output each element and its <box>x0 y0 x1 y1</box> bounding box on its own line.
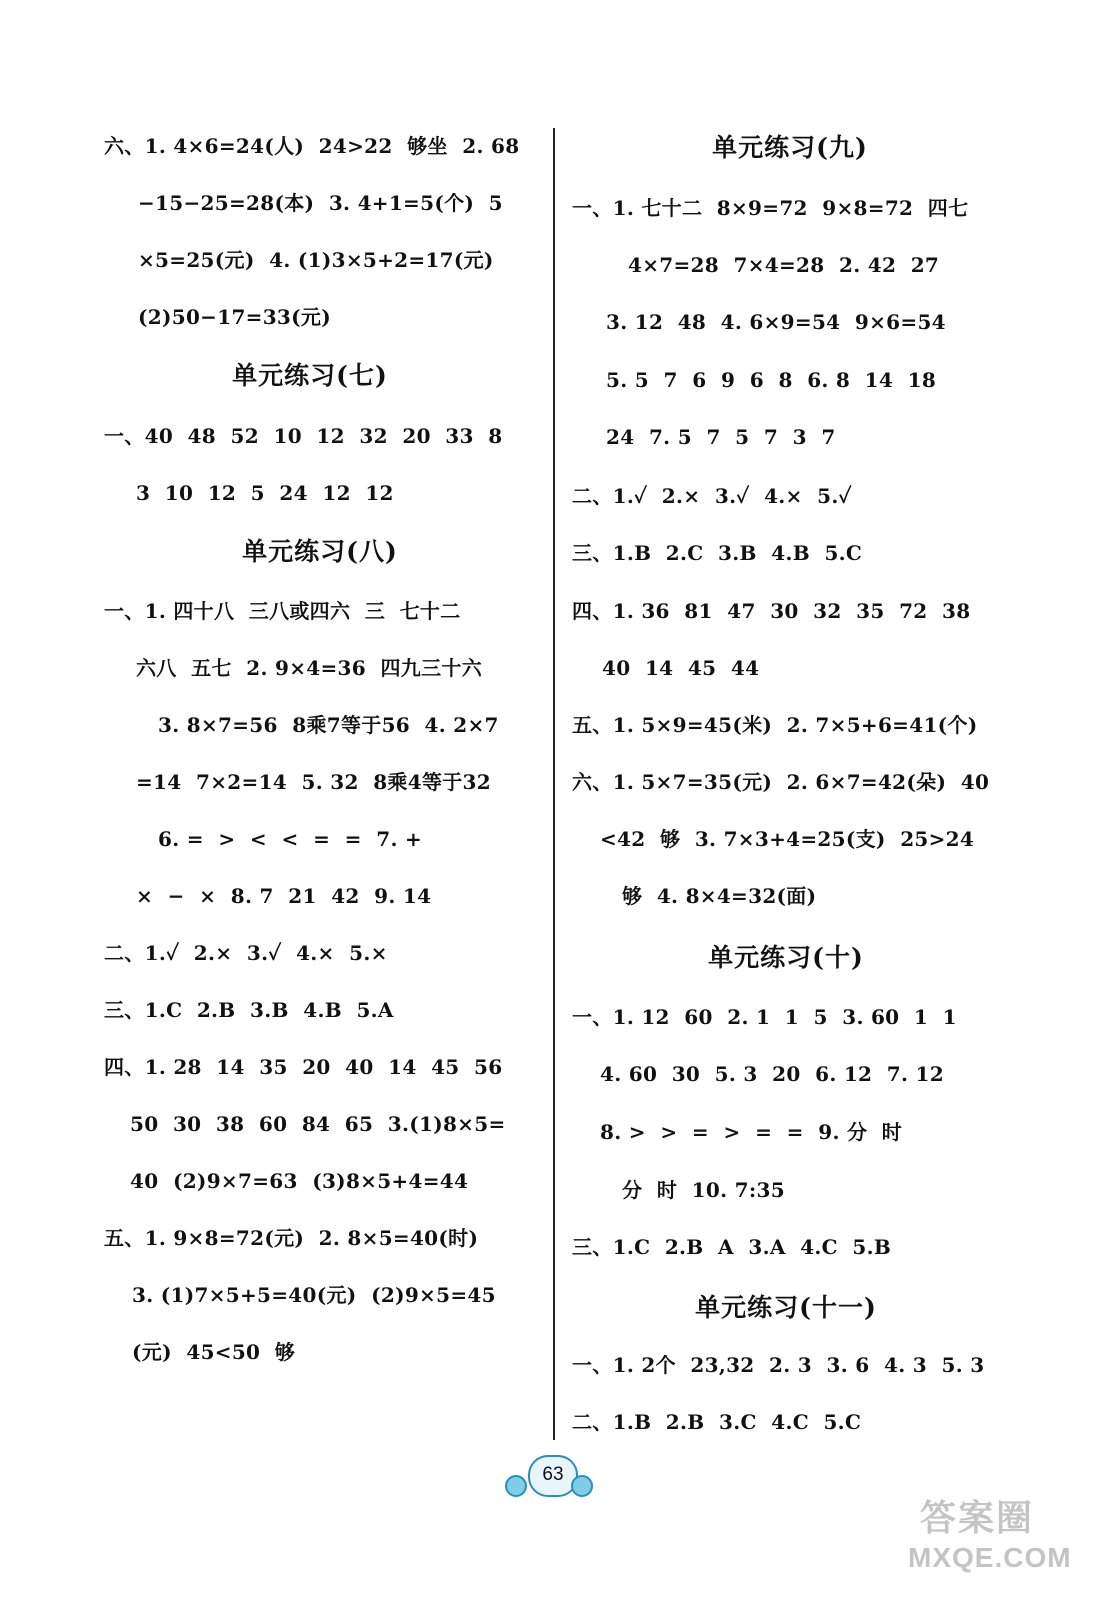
answer-line: 五、1. 9×8=72(元) 2. 8×5=40(时) <box>104 1226 479 1250</box>
section-heading-unit-8: 单元练习(八) <box>242 537 398 566</box>
answer-line: 四、1. 28 14 35 20 40 14 45 56 <box>104 1055 503 1079</box>
answer-line: (2)50−17=33(元) <box>138 305 331 329</box>
answer-line: 二、1.✓ 2.× 3.✓ 4.× 5.✓ <box>572 484 852 508</box>
section-heading-unit-11: 单元练习(十一) <box>695 1293 877 1322</box>
answer-line: 二、1.B 2.B 3.C 4.C 5.C <box>572 1410 862 1434</box>
answer-line: 3. 8×7=56 8乘7等于56 4. 2×7 <box>158 713 499 737</box>
page-number-badge <box>505 1455 595 1497</box>
answer-line: 一、1. 四十八 三八或四六 三 七十二 <box>104 599 461 623</box>
answer-line: 6. = > < < = = 7. + <box>158 827 423 851</box>
answer-line: 4. 60 30 5. 3 20 6. 12 7. 12 <box>600 1062 944 1086</box>
answer-line: 五、1. 5×9=45(米) 2. 7×5+6=41(个) <box>572 713 978 737</box>
answer-line: 够 4. 8×4=32(面) <box>622 884 817 908</box>
answer-line: 8. > > = > = = 9. 分 时 <box>600 1120 903 1144</box>
watermark <box>900 1490 1100 1590</box>
answer-line: −15−25=28(本) 3. 4+1=5(个) 5 <box>138 191 503 215</box>
answer-line: 六、1. 4×6=24(人) 24>22 够坐 2. 68 <box>104 134 520 158</box>
decor-dot-icon <box>505 1475 527 1497</box>
answer-line: 一、1. 2个 23,32 2. 3 3. 6 4. 3 5. 3 <box>572 1353 985 1377</box>
section-heading-unit-10: 单元练习(十) <box>708 943 864 972</box>
answer-line: <42 够 3. 7×3+4=25(支) 25>24 <box>600 827 975 851</box>
answer-line: ×5=25(元) 4. (1)3×5+2=17(元) <box>138 248 494 272</box>
answer-line: 40 14 45 44 <box>602 656 760 680</box>
answer-line: 3. (1)7×5+5=40(元) (2)9×5=45 <box>132 1283 496 1307</box>
section-heading-unit-7: 单元练习(七) <box>232 361 388 390</box>
answer-line: (元) 45<50 够 <box>132 1340 296 1364</box>
decor-dot-icon <box>571 1475 593 1497</box>
answer-line: 40 (2)9×7=63 (3)8×5+4=44 <box>130 1169 469 1193</box>
watermark-url: MXQE.COM <box>908 1542 1072 1573</box>
answer-line: 三、1.C 2.B 3.B 4.B 5.A <box>104 998 394 1022</box>
answer-line: 一、40 48 52 10 12 32 20 33 8 <box>104 424 503 448</box>
answer-line: × − × 8. 7 21 42 9. 14 <box>136 884 432 908</box>
watermark-logo-text: 答案圈 <box>920 1497 1035 1538</box>
answer-line: 三、1.B 2.C 3.B 4.B 5.C <box>572 541 863 565</box>
answer-line: 5. 5 7 6 9 6 8 6. 8 14 18 <box>606 368 937 392</box>
answer-line: 一、1. 七十二 8×9=72 9×8=72 四七 <box>572 196 969 220</box>
answer-line: 50 30 38 60 84 65 3.(1)8×5= <box>130 1112 506 1136</box>
answer-line: 3. 12 48 4. 6×9=54 9×6=54 <box>606 310 946 334</box>
answer-line: 四、1. 36 81 47 30 32 35 72 38 <box>572 599 971 623</box>
page-number-bubble <box>528 1455 578 1497</box>
answer-line: 三、1.C 2.B A 3.A 4.C 5.B <box>572 1235 892 1259</box>
answer-line: 六八 五七 2. 9×4=36 四九三十六 <box>136 656 482 680</box>
answer-line: 二、1.✓ 2.× 3.✓ 4.× 5.× <box>104 941 388 965</box>
answer-line: 4×7=28 7×4=28 2. 42 27 <box>628 253 940 277</box>
answer-line: =14 7×2=14 5. 32 8乘4等于32 <box>136 770 491 794</box>
column-divider <box>553 128 555 1440</box>
answer-line: 分 时 10. 7:35 <box>622 1178 785 1202</box>
answer-line: 六、1. 5×7=35(元) 2. 6×7=42(朵) 40 <box>572 770 990 794</box>
answer-line: 24 7. 5 7 5 7 3 7 <box>606 425 836 449</box>
answer-line: 一、1. 12 60 2. 1 1 5 3. 60 1 1 <box>572 1005 957 1029</box>
page-number: 63 <box>542 1464 564 1485</box>
section-heading-unit-9: 单元练习(九) <box>712 133 868 162</box>
answer-line: 3 10 12 5 24 12 12 <box>136 481 394 505</box>
